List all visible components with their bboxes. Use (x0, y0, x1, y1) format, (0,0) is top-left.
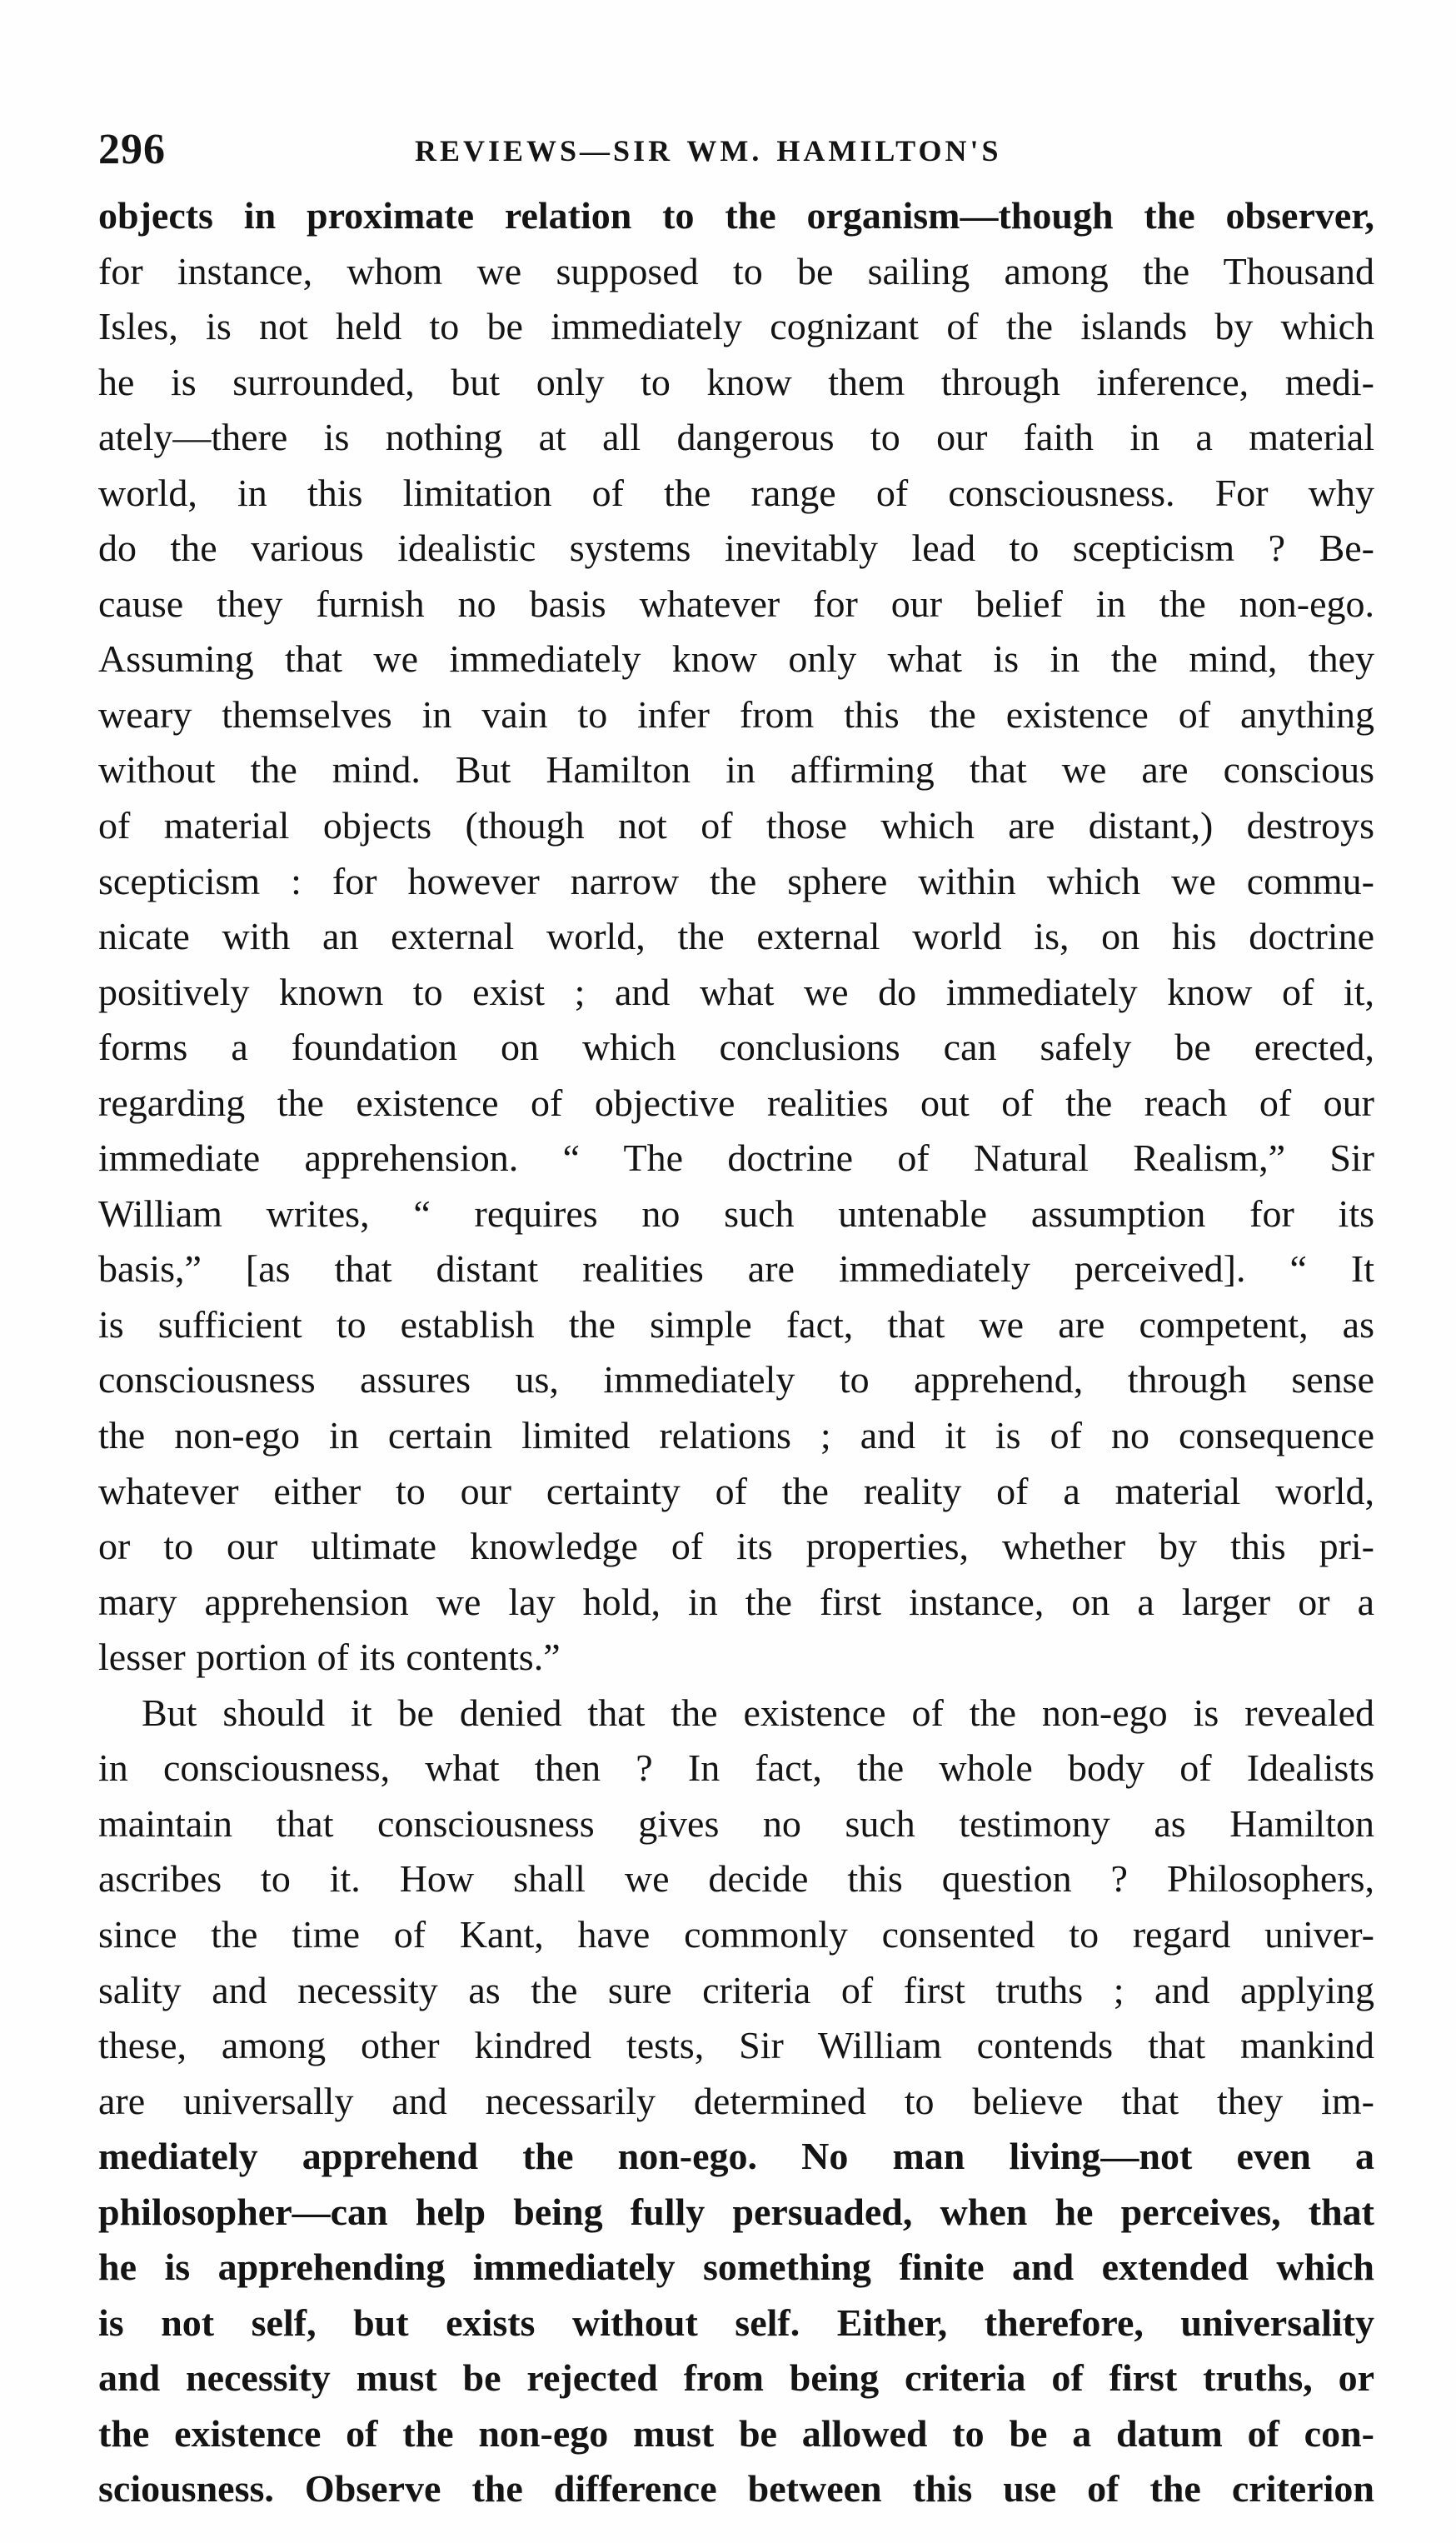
text-line: philosopher—can help being fully persuaded, when he perceives, that (98, 2190, 1374, 2233)
text-line: do the various idealistic systems inevitably lead to scepticism ? Be- (98, 527, 1374, 570)
text-line: he is apprehending immediately something finite and extended which (98, 2246, 1374, 2289)
text-line: nicate with an external world, the external world is, on his doctrine (98, 915, 1374, 958)
text-line: is sufficient to establish the simple fact, that we are competent, as (98, 1302, 1374, 1346)
body-text (98, 188, 1374, 2517)
text-line: world, in this limitation of the range of consciousness. For why (98, 471, 1374, 514)
page-number: 296 (98, 126, 166, 173)
text-line: scepticism : for however narrow the sphere within which we commu- (98, 859, 1374, 902)
text-line: is not self, but exists without self. Either, therefore, universality (98, 2301, 1374, 2344)
text-line: But should it be denied that the existence of the non-ego is revealed (142, 1691, 1374, 1734)
text-line: of material objects (though not of those which are distant,) destroys (98, 804, 1374, 847)
text-line: positively known to exist ; and what we do immediately know of it, (98, 970, 1374, 1013)
text-line: sciousness. Observe the difference between this use of the criterion (98, 2467, 1374, 2511)
text-line: cause they furnish no basis whatever for our belief in the non-ego. (98, 582, 1374, 625)
text-line: objects in proximate relation to the organism—though the observer, (98, 194, 1374, 237)
text-line: the non-ego in certain limited relations ; and it is of no consequence (98, 1414, 1374, 1457)
running-head (98, 125, 1373, 183)
text-line: William writes, “ requires no such untenable assumption for its (98, 1192, 1374, 1235)
text-line: ascribes to it. How shall we decide this question ? Philosophers, (98, 1857, 1374, 1901)
text-line: Assuming that we immediately know only what is in the mind, they (98, 637, 1374, 681)
text-line: without the mind. But Hamilton in affirming that we are conscious (98, 748, 1374, 792)
text-line: since the time of Kant, have commonly consented to regard univer- (98, 1912, 1374, 1956)
text-line: forms a foundation on which conclusions can safely be erected, (98, 1026, 1374, 1069)
running-title: REVIEWS—SIR WM. HAMILTON'S (415, 134, 1002, 167)
text-line: or to our ultimate knowledge of its properties, whether by this pri- (98, 1525, 1374, 1568)
text-line: in consciousness, what then ? In fact, the whole body of Idealists (98, 1746, 1374, 1790)
text-line: are universally and necessarily determined to believe that they im- (98, 2079, 1374, 2122)
text-line: for instance, whom we supposed to be sailing among the Thousand (98, 249, 1374, 292)
text-line: lesser portion of its contents.” (98, 1636, 561, 1679)
text-line: mary apprehension we lay hold, in the first instance, on a larger or a (98, 1580, 1374, 1623)
text-line: maintain that consciousness gives no such testimony as Hamilton (98, 1801, 1374, 1845)
text-line: whatever either to our certainty of the reality of a material world, (98, 1469, 1374, 1512)
text-line: weary themselves in vain to infer from this the existence of anything (98, 692, 1374, 736)
text-line: consciousness assures us, immediately to apprehend, through sense (98, 1358, 1374, 1401)
text-line: and necessity must be rejected from being criteria of first truths, or (98, 2356, 1374, 2400)
text-line: basis,” [as that distant realities are immediately perceived]. “ It (98, 1247, 1374, 1291)
text-line: regarding the existence of objective realities out of the reach of our (98, 1081, 1374, 1124)
text-line: Isles, is not held to be immediately cognizant of the islands by which (98, 305, 1374, 348)
text-line: ately—there is nothing at all dangerous to our faith in a material (98, 416, 1374, 459)
text-line: the existence of the non-ego must be allowed to be a datum of con- (98, 2411, 1374, 2455)
text-line: sality and necessity as the sure criteria of first truths ; and applying (98, 1968, 1374, 2011)
text-line: he is surrounded, but only to know them through inference, medi- (98, 360, 1374, 403)
text-line: immediate apprehension. “ The doctrine of Natural Realism,” Sir (98, 1137, 1374, 1180)
text-line: these, among other kindred tests, Sir William contends that mankind (98, 2024, 1374, 2067)
text-line: mediately apprehend the non-ego. No man living—not even a (98, 2135, 1374, 2178)
